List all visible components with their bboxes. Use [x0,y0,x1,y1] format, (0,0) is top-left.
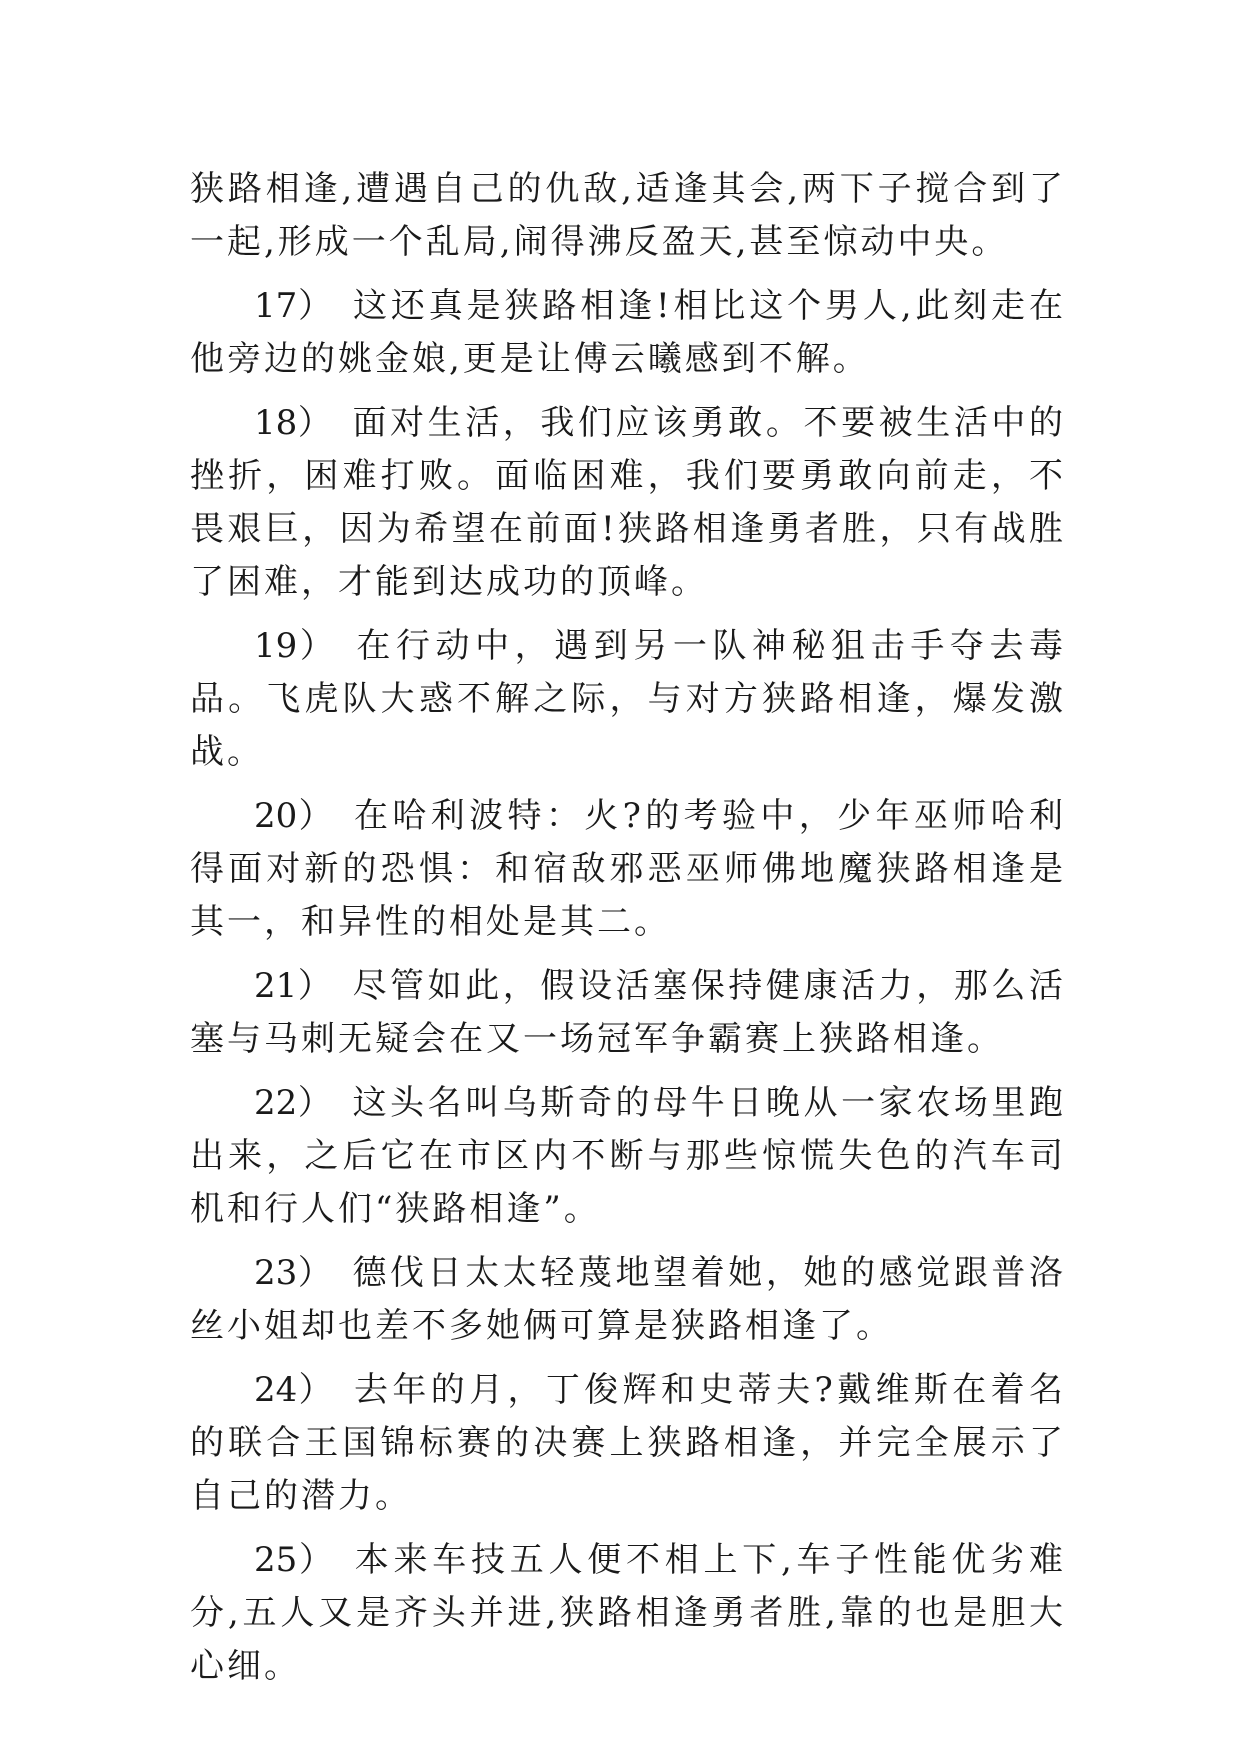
paragraph-23 [190,1247,1066,1353]
paragraph-number: 23） [254,1253,333,1293]
paragraph-text: 尽管如此，假设活塞保持健康活力，那么活塞与马刺无疑会在又一场冠军争霸赛上狭路相逢。 [190,966,1066,1059]
paragraph-number: 19） [254,626,337,666]
paragraph-21 [190,960,1066,1066]
paragraph-text: 这还真是狭路相逢!相比这个男人,此刻走在他旁边的姚金娘,更是让傅云曦感到不解。 [190,286,1066,379]
paragraph-text: 德伐日太太轻蔑地望着她，她的感觉跟普洛丝小姐却也差不多她俩可算是狭路相逢了。 [190,1253,1066,1346]
paragraph-18 [190,397,1066,609]
paragraph-text: 在哈利波特：火?的考验中，少年巫师哈利得面对新的恐惧：和宿敌邪恶巫师佛地魔狭路相逢是其一，和异性的相处是其二。 [190,796,1066,942]
paragraph-20 [190,790,1066,949]
paragraph-text: 本来车技五人便不相上下,车子性能优劣难分,五人又是齐头并进,狭路相逢勇者胜,靠的也是胆大心细。 [190,1540,1067,1686]
paragraph-17 [190,280,1066,386]
paragraph-text: 在行动中，遇到另一队神秘狙击手夺去毒品。飞虎队大惑不解之际，与对方狭路相逢，爆发激战。 [190,626,1067,772]
paragraph-22 [190,1077,1066,1236]
paragraph-25 [190,1534,1066,1693]
paragraph-number: 25） [254,1540,335,1580]
paragraph-19 [190,620,1066,779]
paragraph-number: 17） [254,286,334,326]
paragraph-24 [190,1364,1066,1523]
paragraph-number: 18） [254,403,333,443]
paragraph-number: 21） [254,966,333,1006]
paragraph-number: 22） [254,1083,333,1123]
paragraph-text: 狭路相逢,遭遇自己的仇敌,适逢其会,两下子搅合到了一起,形成一个乱局,闹得沸反盈天,甚至惊动中央。 [190,169,1066,262]
paragraph-text: 面对生活，我们应该勇敢。不要被生活中的挫折，困难打败。面临困难，我们要勇敢向前走，不畏艰巨，因为希望在前面!狭路相逢勇者胜，只有战胜了困难，才能到达成功的顶峰。 [190,403,1066,602]
paragraph-continuation [190,163,1066,269]
paragraph-text: 去年的月，丁俊辉和史蒂夫?戴维斯在着名的联合王国锦标赛的决赛上狭路相逢，并完全展示了自己的潜力。 [190,1370,1066,1516]
paragraph-text: 这头名叫乌斯奇的母牛日晚从一家农场里跑出来，之后它在市区内不断与那些惊慌失色的汽车司机和行人们“狭路相逢”。 [190,1083,1066,1229]
paragraph-number: 24） [254,1370,335,1410]
paragraph-number: 20） [254,796,335,836]
document-body [190,163,1066,1704]
